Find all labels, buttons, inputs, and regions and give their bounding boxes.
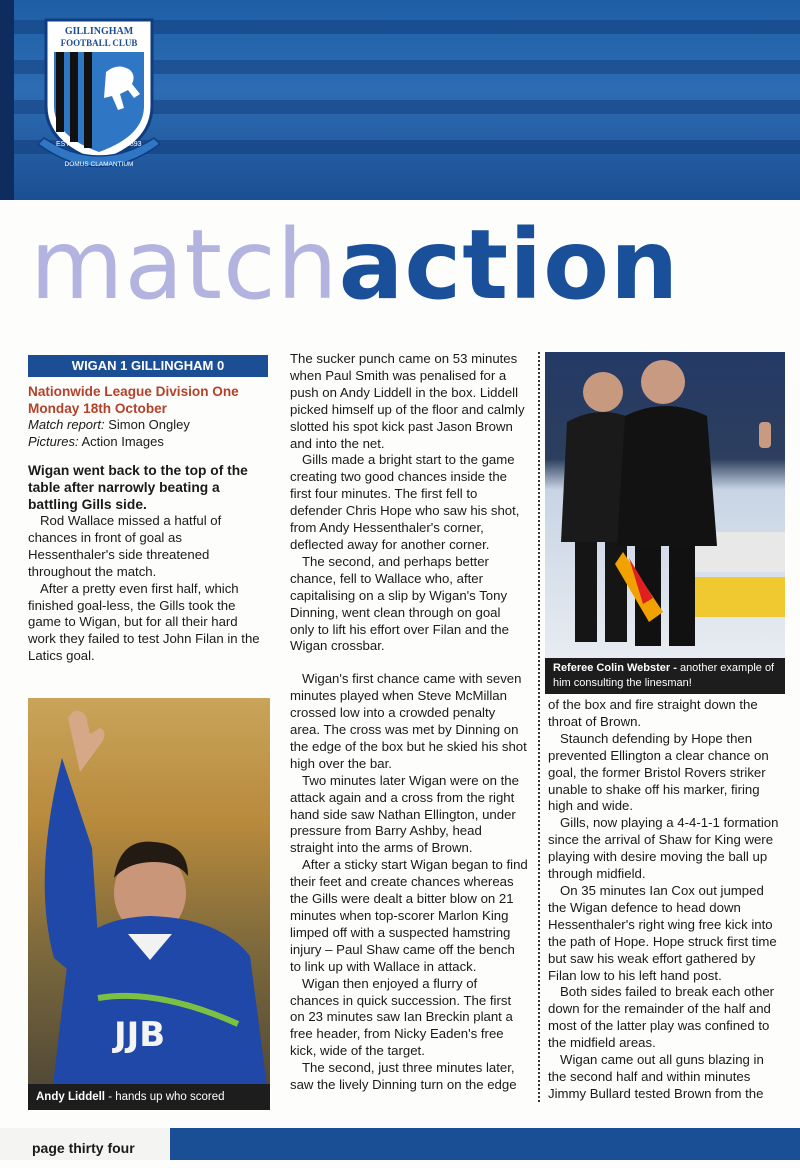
caption-text: - hands up who scored xyxy=(105,1091,225,1103)
crest-est: EST xyxy=(56,141,70,148)
title-bold: action xyxy=(338,209,680,321)
lead-paragraph: Wigan went back to the top of the table after narrowly beating a battling Gills side. xyxy=(28,463,248,512)
body-paragraph: Wigan then enjoyed a flurry of chances in quick succession. The first on 23 minutes saw Ian Breckin plant a free header, from Nicky Eaden's free kick, wide of the target. xyxy=(290,975,513,1059)
page-footer xyxy=(0,1128,800,1160)
photo-caption-referee xyxy=(545,658,785,694)
crest-club-name-1: GILLINGHAM xyxy=(64,26,134,37)
column-1 xyxy=(28,384,268,665)
crest-club-name-2: FOOTBALL CLUB xyxy=(60,38,138,48)
match-date: Monday 18th October xyxy=(28,400,167,416)
caption-referee-name: Referee Colin Webster - xyxy=(553,662,677,674)
pictures-label: Pictures: xyxy=(28,433,79,449)
body-paragraph: After a sticky start Wigan began to find their feet and create chances whereas the Gills were dealt a bitter blow on 21 minutes when top-scorer Marlon King limped off with a suspected hamstring injury – Paul Shaw came off the bench to link up with Wallace in attack. xyxy=(290,857,528,974)
pictures-credit xyxy=(28,434,268,451)
body-paragraph: The sucker punch came on 53 minutes when Paul Smith was penalised for a push on Andy Liddell in the box. Liddell picked himself up of the floor and calmly slotted his spot kick past Jason Brown and into the net. xyxy=(290,351,525,451)
page-number: page thirty four xyxy=(0,1128,170,1160)
body-paragraph: Gills, now playing a 4-4-1-1 formation since the arrival of Shaw for King were playing with desire moving the ball up through midfield. xyxy=(548,815,779,882)
body-paragraph: The second, and perhaps better chance, fell to Wallace who, after capitalising on a slip by Wigan's Tony Dinning, went clean through on goal only to lift his effort over Filan and the Wigan crossbar. xyxy=(290,553,509,654)
body-paragraph: Wigan came out all guns blazing in the second half and within minutes Jimmy Bullard tested Brown from the xyxy=(548,1052,764,1101)
header-banner xyxy=(0,0,800,200)
competition-name: Nationwide League Division One xyxy=(28,384,239,399)
body-paragraph: Gills made a bright start to the game creating two good chances inside the first four minutes. The first fell to defender Chris Hope who saw his shot, from Andy Hessenthaler's corner, deflected away for another corner. xyxy=(290,452,520,552)
column-divider xyxy=(538,352,540,1102)
shirt-sponsor: JJB xyxy=(114,1015,166,1055)
player-illustration xyxy=(28,698,270,1110)
body-paragraph: Two minutes later Wigan were on the attack again and a cross from the right hand side saw Nathan Ellington, under pressure from Barry Ashby, head straight into the arms of Brown. xyxy=(290,772,519,856)
body-paragraph: Both sides failed to break each other down for the remainder of the half and most of the latter play was confined to the midfield areas. xyxy=(548,984,775,1051)
photo-caption-liddell xyxy=(28,1084,270,1110)
report-label: Match report: xyxy=(28,417,105,432)
referee-photo xyxy=(545,352,785,658)
body-paragraph: The second, just three minutes later, saw the lively Dinning turn on the edge xyxy=(290,1060,517,1093)
body-paragraph: After a pretty even first half, which finished goal-less, the Gills took the game to Wigan, but for all their hard work they failed to test John Filan in the Latics goal. xyxy=(28,580,260,664)
andy-liddell-photo xyxy=(28,698,270,1110)
body-paragraph: Staunch defending by Hope then prevented Ellington a clear chance on goal, the former Bristol Rovers striker unable to shake off his marker, firing high and wide. xyxy=(548,730,769,814)
crest-year: 1893 xyxy=(126,141,142,148)
club-crest-icon xyxy=(34,14,164,184)
referee-illustration xyxy=(545,352,785,658)
caption-player-name: Andy Liddell xyxy=(36,1091,105,1103)
report-credit xyxy=(28,417,268,434)
match-score-header: WIGAN 1 GILLINGHAM 0 xyxy=(28,355,268,377)
column-3 xyxy=(548,697,784,1103)
body-paragraph: Wigan's first chance came with seven minutes played when Steve McMillan crossed low into a crowded penalty area. The cross was met by Dinning on the edge of the box but he skied his shot high over the bar. xyxy=(290,671,527,771)
body-paragraph: of the box and fire straight down the throat of Brown. xyxy=(548,697,758,729)
title-light: match xyxy=(30,209,339,321)
report-author: Simon Ongley xyxy=(104,417,190,432)
page-title xyxy=(30,210,790,320)
body-paragraph: On 35 minutes Ian Cox out jumped the Wigan defence to head down Hessenthaler's right wing free kick into the path of Hope. Hope struck first time but saw his weak effort gathered by Filan low to his left hand post. xyxy=(548,882,777,983)
crest-motto: DOMUS CLAMANTIUM xyxy=(64,161,134,168)
pictures-source: Action Images xyxy=(78,433,164,449)
caption-text: another example of him consulting the linesman! xyxy=(553,662,775,689)
body-paragraph: Rod Wallace missed a hatful of chances in front of goal as Hessenthaler's side threatened throughout the match. xyxy=(28,513,222,579)
column-2 xyxy=(290,351,528,1094)
